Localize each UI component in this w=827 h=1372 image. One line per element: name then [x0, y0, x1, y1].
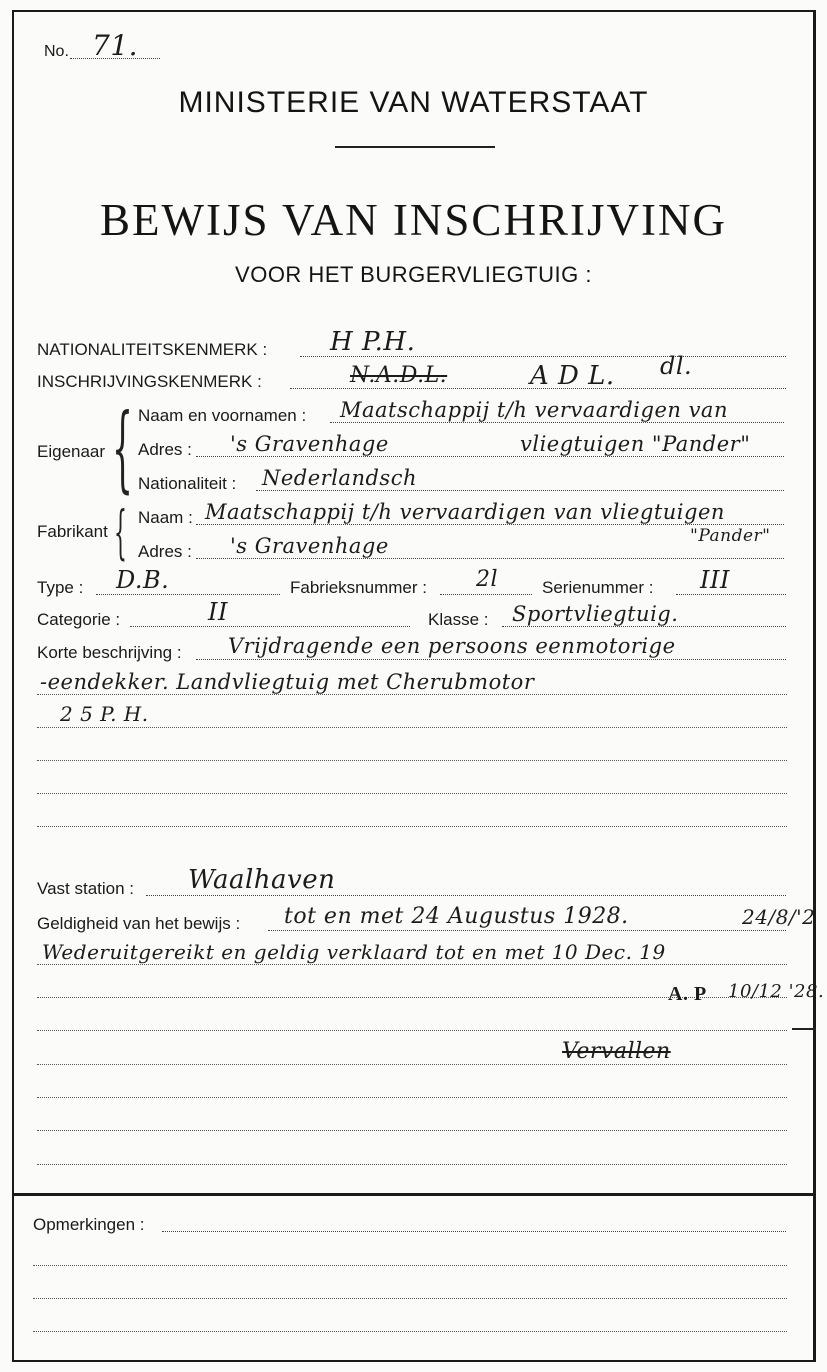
korte-beschrijving-value-2: -eendekker. Landvliegtuig met Cherubmotor — [40, 670, 535, 694]
fabrieksnummer-line — [440, 594, 532, 595]
categorie-line — [130, 626, 410, 627]
inschrijvingskenmerk-value: A D L. — [530, 361, 615, 391]
nationaliteitskenmerk-label: NATIONALITEITSKENMERK : — [37, 340, 268, 359]
opmerkingen-line — [33, 1265, 787, 1266]
blank-line — [37, 1130, 787, 1131]
fabrieksnummer-label: Fabrieksnummer : — [290, 578, 427, 597]
inschrijvingskenmerk-struck-value: N.A.D.L. — [350, 363, 448, 388]
type-label: Type : — [37, 578, 84, 597]
blank-line — [37, 826, 787, 827]
fabrikant-naam-label: Naam : — [138, 508, 193, 527]
eigenaar-naam-label: Naam en voornamen : — [138, 406, 307, 425]
blank-line — [37, 760, 787, 761]
eigenaar-group-label: Eigenaar — [37, 442, 106, 461]
eigenaar-adres-line — [196, 456, 784, 457]
inschrijvingskenmerk-label: INSCHRIJVINGSKENMERK : — [37, 372, 262, 391]
fabrikant-adres-value: 's Gravenhage — [230, 534, 389, 558]
blank-line — [37, 793, 787, 794]
geldigheid-label: Geldigheid van het bewijs : — [37, 914, 241, 933]
korte-beschrijving-line-2 — [37, 694, 787, 695]
fabrikant-naam-value2: "Pander" — [690, 526, 771, 546]
klasse-line — [502, 626, 786, 627]
fabrikant-brace: { — [114, 498, 127, 566]
eigenaar-naam-value: Maatschappij t/h vervaardigen van — [340, 398, 728, 422]
approval-stamp-date: 10/12 '28. — [728, 981, 825, 1002]
opmerkingen-line — [33, 1298, 787, 1299]
header-divider — [335, 146, 495, 148]
approval-stamp: A. P — [668, 983, 707, 1005]
eigenaar-adres-label: Adres : — [138, 440, 192, 459]
eigenaar-brace: { — [112, 394, 133, 503]
klasse-value: Sportvliegtuig. — [512, 602, 679, 626]
serienummer-value: III — [700, 566, 730, 594]
fabrieksnummer-value: 2l — [476, 567, 499, 592]
opmerkingen-line — [33, 1331, 787, 1332]
eigenaar-nationaliteit-label: Nationaliteit : — [138, 474, 237, 493]
korte-beschrijving-value-3: 2 5 P. H. — [60, 702, 149, 726]
klasse-label: Klasse : — [428, 610, 489, 629]
nationaliteitskenmerk-value: H P.H. — [330, 327, 416, 357]
opmerkingen-label: Opmerkingen : — [33, 1215, 145, 1234]
korte-beschrijving-line-1 — [196, 659, 786, 660]
fabrikant-adres-line — [196, 558, 784, 559]
ministry-title: MINISTERIE VAN WATERSTAAT — [178, 86, 649, 119]
vast-station-label: Vast station : — [37, 879, 135, 898]
type-line — [96, 594, 280, 595]
geldigheid-line-2 — [37, 964, 787, 965]
eigenaar-adres-value2: vliegtuigen "Pander" — [520, 432, 751, 456]
vast-station-line — [146, 895, 786, 896]
opmerkingen-divider — [12, 1193, 816, 1196]
eigenaar-nationaliteit-line — [256, 490, 784, 491]
serienummer-line — [676, 594, 786, 595]
korte-beschrijving-line-3 — [37, 727, 787, 728]
type-value: D.B. — [116, 566, 170, 594]
blank-line — [37, 1064, 787, 1065]
number-value: 71. — [92, 29, 139, 62]
vast-station-value: Waalhaven — [188, 865, 336, 895]
geldigheid-line-1 — [268, 930, 786, 931]
geldigheid-value-1: tot en met 24 Augustus 1928. — [284, 904, 629, 929]
number-label: No. — [44, 43, 69, 60]
eigenaar-nationaliteit-value: Nederlandsch — [262, 466, 417, 490]
fabrikant-group-label: Fabrikant — [37, 522, 108, 541]
blank-line — [37, 1164, 787, 1165]
geldigheid-value-1-note: 24/8/'2 — [742, 905, 816, 929]
korte-beschrijving-label: Korte beschrijving : — [37, 643, 182, 662]
margin-mark — [792, 1028, 816, 1030]
eigenaar-naam-line — [330, 422, 784, 423]
geldigheid-value-2: Wederuitgereikt en geldig verklaard tot en met 10 Dec. 19 — [42, 940, 666, 964]
categorie-value: II — [208, 598, 228, 626]
eigenaar-adres-value: 's Gravenhage — [230, 432, 389, 456]
blank-line — [37, 1097, 787, 1098]
fabrikant-naam-value: Maatschappij t/h vervaardigen van vliegtuigen — [205, 500, 725, 524]
opmerkingen-line-1 — [162, 1231, 786, 1232]
page-title: BEWIJS VAN INSCHRIJVING — [100, 195, 727, 245]
korte-beschrijving-value-1: Vrijdragende een persoons eenmotorige — [228, 634, 676, 658]
vervallen-annotation: Vervallen — [562, 1039, 671, 1064]
fabrikant-adres-label: Adres : — [138, 542, 192, 561]
inschrijvingskenmerk-extra: dl. — [660, 352, 693, 380]
blank-line — [37, 1030, 787, 1031]
categorie-label: Categorie : — [37, 610, 121, 629]
serienummer-label: Serienummer : — [542, 578, 654, 597]
page-subtitle: VOOR HET BURGERVLIEGTUIG : — [235, 262, 592, 287]
